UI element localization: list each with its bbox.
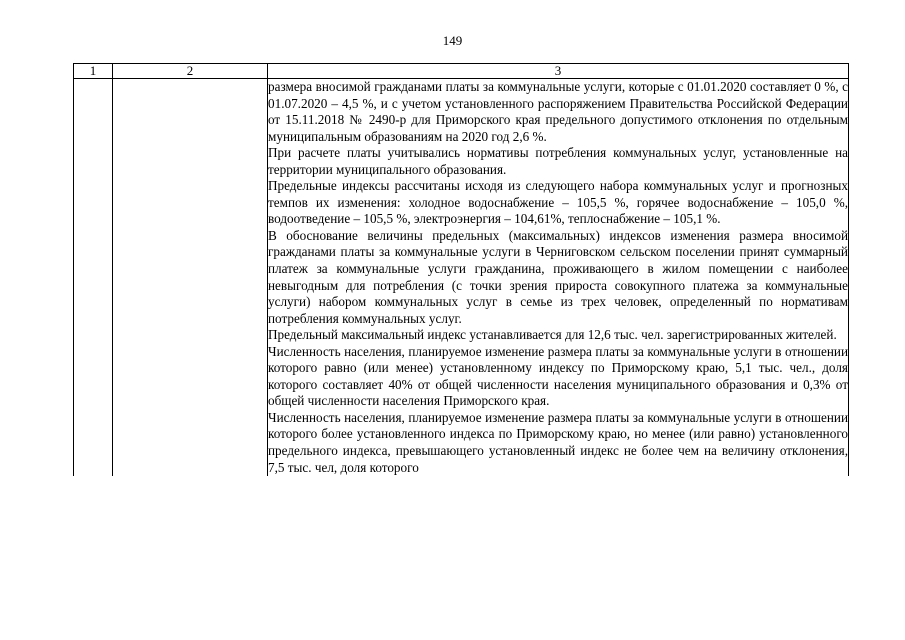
- paragraph-justification: В обоснование величины предельных (максимальных) индексов изменения размера вносимой гражданами платы за коммунальные услуги в Черниговском сельском поселении принят суммарный платеж за коммунальные услуги гражданина, проживающего в жилом помещении с наиболее невыгодным для потребления (с точки зрения прироста совокупного платежа за коммунальные услуги) набором коммунальных услуг в семье из трех человек, определенный по нормативам потребления коммунальных услуг.: [268, 227, 848, 326]
- column-header-1: 1: [74, 64, 113, 79]
- column-2-cell: [113, 79, 268, 477]
- column-1-cell: [74, 79, 113, 477]
- page-number: 149: [442, 33, 463, 48]
- column-3-cell: [268, 79, 849, 477]
- paragraph-index-rates: Предельные индексы рассчитаны исходя из следующего набора коммунальных услуг и прогнозных темпов их изменения: холодное водоснабжение – 105,5 %, горячее водоснабжение – 105,0 %, водоотведение – 105,5 %, электроэнергия – 104,61%, теплоснабжение – 105,1 %.: [268, 178, 848, 227]
- paragraph-population-equal: Численность населения, планируемое изменение размера платы за коммунальные услуги в отношении которого равно (или менее) установленному индексу по Приморскому краю, 5,1 тыс. чел., доля которого составляет 40% от общей численности населения муниципального образования и 0,3% от общей численности населения Приморского края.: [268, 343, 848, 409]
- table-header-row: [74, 64, 849, 79]
- paragraph-consumption-norms: При расчете платы учитывались нормативы потребления коммунальных услуг, установленные на территории муниципального образования.: [268, 145, 848, 177]
- paragraph-max-index: Предельный максимальный индекс устанавливается для 12,6 тыс. чел. зарегистрированных жителей.: [268, 327, 837, 343]
- table-row: [74, 79, 849, 477]
- paragraph-continuation: размера вносимой гражданами платы за коммунальные услуги, которые с 01.01.2020 составляет 0 %, с 01.07.2020 – 4,5 %, и с учетом установленного распоряжением Правительства Российской Федерации от 15.11.2018 № 2490-р для Приморского края предельного допустимого отклонения по отдельным муниципальным образованиям на 2020 год 2,6 %.: [268, 79, 848, 144]
- document-table: [73, 63, 849, 476]
- column-header-2: 2: [113, 64, 268, 79]
- column-header-3: 3: [268, 64, 849, 79]
- paragraph-population-above: Численность населения, планируемое изменение размера платы за коммунальные услуги в отношении которого более установленного индекса по Приморскому краю, но менее (или равно) установленного предельного индекса, превышающего установленный индекс не более чем на величину отклонения, 7,5 тыс. чел, доля которого: [268, 409, 848, 475]
